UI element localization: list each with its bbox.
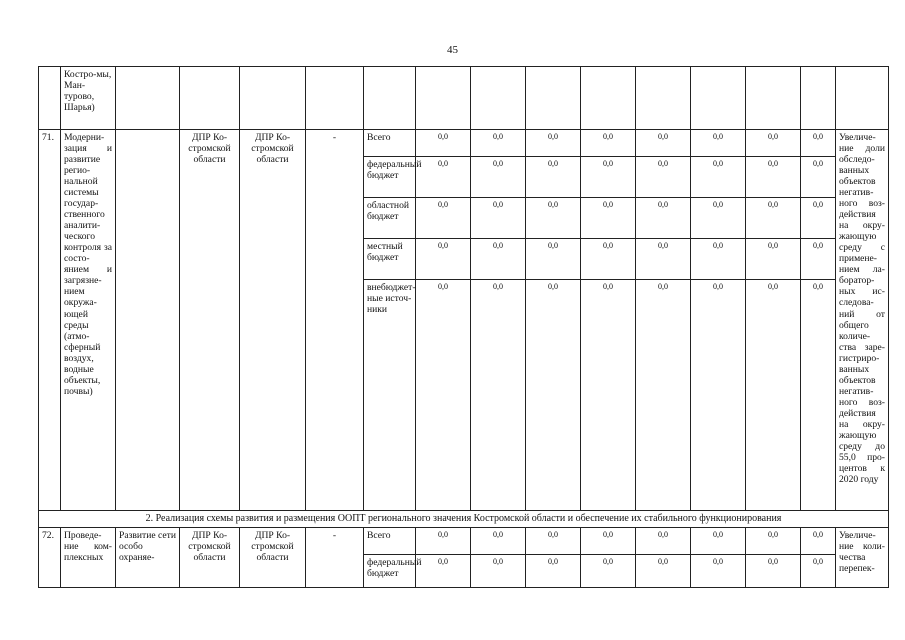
value-cell: 0,0: [581, 554, 636, 587]
empty-cell: [526, 67, 581, 130]
event-name: Проведе-ние ком-плексных: [61, 527, 116, 587]
value-cell: 0,0: [746, 130, 801, 157]
number-cell: [39, 67, 61, 130]
section-row: [39, 511, 889, 528]
value-cell: 0,0: [691, 198, 746, 239]
empty-cell: [416, 67, 471, 130]
funding-source: федеральный бюджет: [364, 554, 416, 587]
value-cell: 0,0: [526, 280, 581, 511]
value-cell: 0,0: [691, 130, 746, 157]
value-cell: 0,0: [746, 280, 801, 511]
value-cell: 0,0: [526, 554, 581, 587]
participant-cell: ДПР Ко-стромской области: [240, 130, 306, 511]
task-cell: Развитие сети особо охраняе-: [116, 527, 180, 587]
value-cell: 0,0: [526, 157, 581, 198]
participant-cell: ДПР Ко-стромской области: [240, 527, 306, 587]
funding-source: местный бюджет: [364, 239, 416, 280]
value-cell: 0,0: [581, 198, 636, 239]
value-cell: 0,0: [746, 198, 801, 239]
funding-source: федеральный бюджет: [364, 157, 416, 198]
value-cell: 0,0: [691, 239, 746, 280]
empty-cell: [180, 67, 240, 130]
value-cell: 0,0: [691, 157, 746, 198]
value-cell: 0,0: [526, 527, 581, 554]
value-cell: 0,0: [526, 239, 581, 280]
value-cell: 0,0: [471, 527, 526, 554]
value-cell: 0,0: [581, 239, 636, 280]
value-cell: 0,0: [636, 157, 691, 198]
value-cell: 0,0: [416, 130, 471, 157]
empty-cell: [581, 67, 636, 130]
value-cell: 0,0: [746, 527, 801, 554]
value-cell: 0,0: [416, 280, 471, 511]
value-cell: 0,0: [746, 554, 801, 587]
funding-source: Всего: [364, 527, 416, 554]
value-cell: 0,0: [471, 280, 526, 511]
value-cell: 0,0: [691, 554, 746, 587]
empty-cell: [364, 67, 416, 130]
value-cell: 0,0: [471, 157, 526, 198]
funding-source: областной бюджет: [364, 198, 416, 239]
dash-cell: -: [306, 527, 364, 587]
value-cell: 0,0: [801, 554, 836, 587]
value-cell: 0,0: [746, 157, 801, 198]
value-cell: 0,0: [801, 527, 836, 554]
value-cell: 0,0: [416, 198, 471, 239]
value-cell: 0,0: [471, 130, 526, 157]
value-cell: 0,0: [801, 280, 836, 511]
value-cell: 0,0: [471, 198, 526, 239]
empty-cell: [836, 67, 889, 130]
empty-cell: [306, 67, 364, 130]
empty-cell: [471, 67, 526, 130]
funding-source: Всего: [364, 130, 416, 157]
value-cell: 0,0: [636, 198, 691, 239]
value-cell: 0,0: [636, 130, 691, 157]
task-cell: [116, 130, 180, 511]
executor-cell: ДПР Ко-стромской области: [180, 527, 240, 587]
value-cell: 0,0: [801, 239, 836, 280]
row-number: 71.: [39, 130, 61, 511]
table-row: [39, 67, 889, 130]
empty-cell: [116, 67, 180, 130]
value-cell: 0,0: [801, 198, 836, 239]
empty-cell: [691, 67, 746, 130]
page-number: 45: [447, 44, 458, 56]
result-cell: Увеличе-ние доли обследо-ванных объектов негатив-ного воз-действия на окру-жающую среду с примене-нием ла-боратор-ных ис-следова-ний от общего количе-ства заре-гистриро-ванных объектов негатив-ного воз-действия на окру-жающую среду до 55,0 про-центов к 2020 году: [836, 130, 889, 511]
value-cell: 0,0: [416, 554, 471, 587]
empty-cell: [636, 67, 691, 130]
value-cell: 0,0: [801, 130, 836, 157]
value-cell: 0,0: [416, 157, 471, 198]
value-cell: 0,0: [581, 527, 636, 554]
empty-cell: [240, 67, 306, 130]
result-cell: Увеличе-ние коли-чества перепек-: [836, 527, 889, 587]
executor-cell: ДПР Ко-стромской области: [180, 130, 240, 511]
value-cell: 0,0: [636, 527, 691, 554]
value-cell: 0,0: [416, 527, 471, 554]
table-row: [39, 130, 889, 157]
value-cell: 0,0: [471, 554, 526, 587]
value-cell: 0,0: [746, 239, 801, 280]
funding-source: внебюджет-ные источ-ники: [364, 280, 416, 511]
value-cell: 0,0: [801, 157, 836, 198]
value-cell: 0,0: [691, 280, 746, 511]
value-cell: 0,0: [581, 157, 636, 198]
event-name: Модерни-зация и развитие регио-нальной системы государ-ственного аналити-ческого контроля за состо-янием и загрязне-нием окружа-ющей среды (атмо-сферный воздух, водные объекты, почвы): [61, 130, 116, 511]
value-cell: 0,0: [636, 554, 691, 587]
row-number: 72.: [39, 527, 61, 587]
value-cell: 0,0: [691, 527, 746, 554]
program-table: [38, 66, 889, 588]
section-title: 2. Реализация схемы развития и размещения ООПТ регионального значения Костромской области и обеспечение их стабильного функционирования: [39, 511, 889, 528]
value-cell: 0,0: [526, 198, 581, 239]
value-cell: 0,0: [581, 130, 636, 157]
dash-cell: -: [306, 130, 364, 511]
table-row: [39, 527, 889, 554]
empty-cell: [746, 67, 801, 130]
value-cell: 0,0: [526, 130, 581, 157]
value-cell: 0,0: [471, 239, 526, 280]
empty-cell: [801, 67, 836, 130]
value-cell: 0,0: [636, 280, 691, 511]
value-cell: 0,0: [636, 239, 691, 280]
event-cell: Костро-мы, Ман-турово, Шарья): [61, 67, 116, 130]
value-cell: 0,0: [416, 239, 471, 280]
value-cell: 0,0: [581, 280, 636, 511]
